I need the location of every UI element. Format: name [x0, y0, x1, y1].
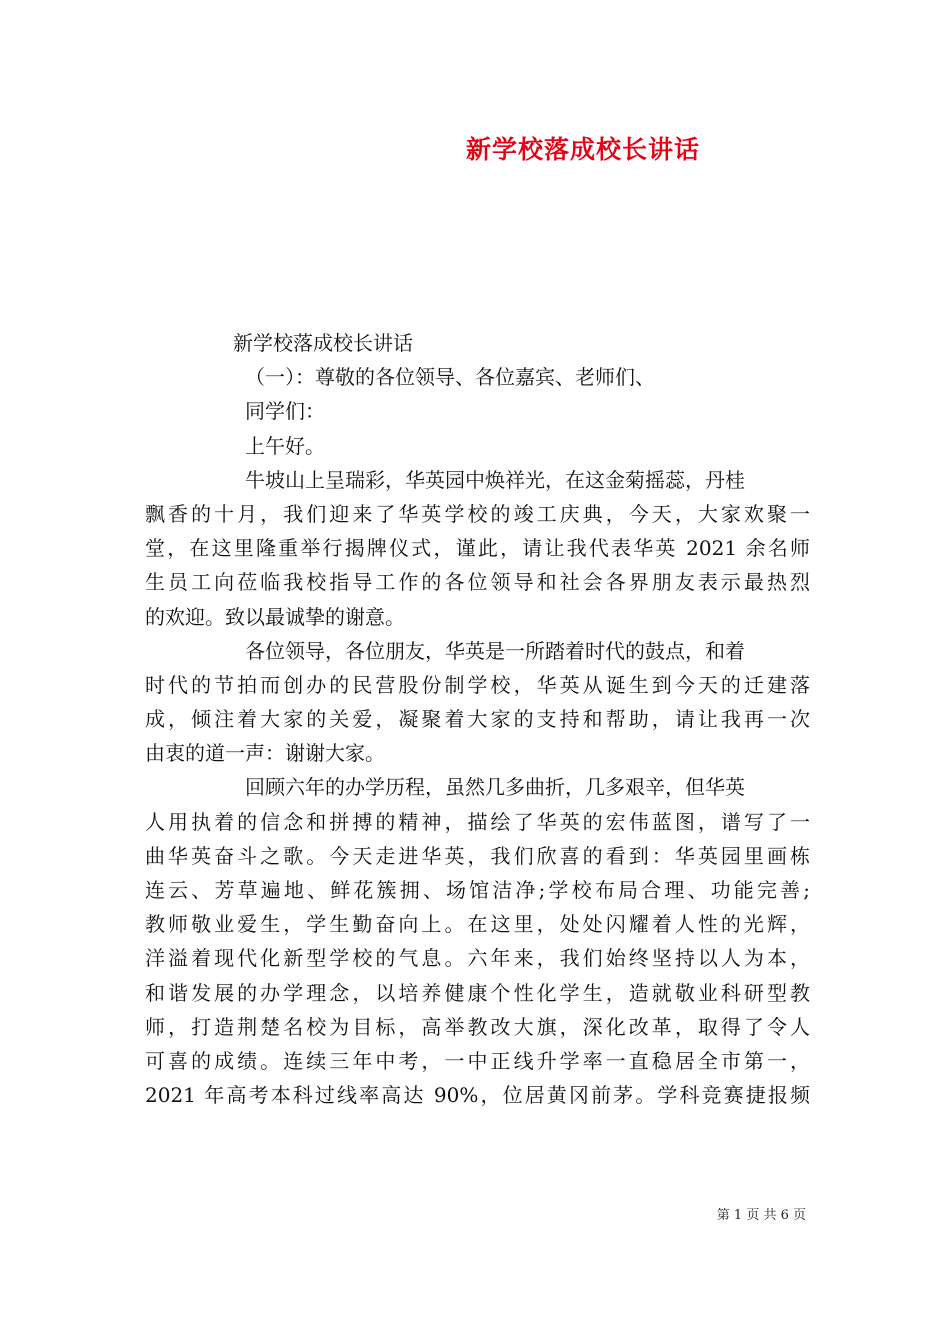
paragraph-line: 洋溢着现代化新型学校的气息。六年来，我们始终坚持以人为本，: [145, 946, 810, 971]
paragraph-line: 飘香的十月，我们迎来了华英学校的竣工庆典，今天，大家欢聚一: [145, 501, 810, 526]
paragraph-line: 和谐发展的办学理念，以培养健康个性化学生，造就敬业科研型教: [145, 980, 810, 1005]
paragraph-line: 由衷的道一声：谢谢大家。: [145, 741, 385, 766]
page-number: 第 1 页 共 6 页: [716, 1208, 806, 1223]
body-heading: 新学校落成校长讲话: [233, 331, 413, 355]
paragraph-3: [145, 770, 810, 1112]
paragraph-line: 牛坡山上呈瑞彩，华英园中焕祥光，在这金菊摇蕊，丹桂: [245, 467, 745, 492]
paragraph-line: 成，倾注着大家的关爱，凝聚着大家的支持和帮助，请让我再一次: [145, 707, 810, 732]
paragraph-2: [145, 634, 810, 771]
paragraph-line: 连云、芳草遍地、鲜花簇拥、场馆洁净;学校布局合理、功能完善;: [145, 878, 810, 902]
paragraph-line: 2021 年高考本科过线率高达 90%，位居黄冈前茅。学科竞赛捷报频: [145, 1083, 810, 1108]
paragraph-line: 师，打造荆楚名校为目标，高举教改大旗，深化改革，取得了令人: [145, 1014, 810, 1039]
document-title: 新学校落成校长讲话: [465, 135, 700, 164]
paragraph-line: 生员工向莅临我校指导工作的各位领导和社会各界朋友表示最热烈: [145, 570, 810, 595]
paragraph-line: 教师敬业爱生，学生勤奋向上。在这里，处处闪耀着人性的光辉，: [145, 912, 810, 937]
paragraph-line: 可喜的成绩。连续三年中考，一中正线升学率一直稳居全市第一，: [145, 1048, 810, 1073]
paragraph-line: 人用执着的信念和拼搏的精神，描绘了华英的宏伟蓝图，谱写了一: [145, 809, 810, 834]
paragraph-line: 各位领导，各位朋友，华英是一所踏着时代的鼓点，和着: [245, 638, 745, 663]
paragraph-line: 曲华英奋斗之歌。今天走进华英，我们欣喜的看到：华英园里画栋: [145, 843, 810, 868]
salutation-line: 同学们：: [245, 399, 325, 424]
document-body: [145, 326, 810, 1112]
morning-greeting: 上午好。: [245, 433, 325, 458]
greeting-line: （一）：尊敬的各位领导、各位嘉宾、老师们、: [245, 365, 655, 390]
paragraph-1: [145, 463, 810, 634]
paragraph-line: 时代的节拍而创办的民营股份制学校，华英从诞生到今天的迁建落: [145, 672, 810, 697]
paragraph-line: 堂，在这里隆重举行揭牌仪式，谨此，请让我代表华英 2021 余名师: [145, 536, 810, 561]
paragraph-line: 的欢迎。致以最诚挚的谢意。: [145, 604, 405, 629]
paragraph-line: 回顾六年的办学历程，虽然几多曲折，几多艰辛，但华英: [245, 775, 745, 800]
